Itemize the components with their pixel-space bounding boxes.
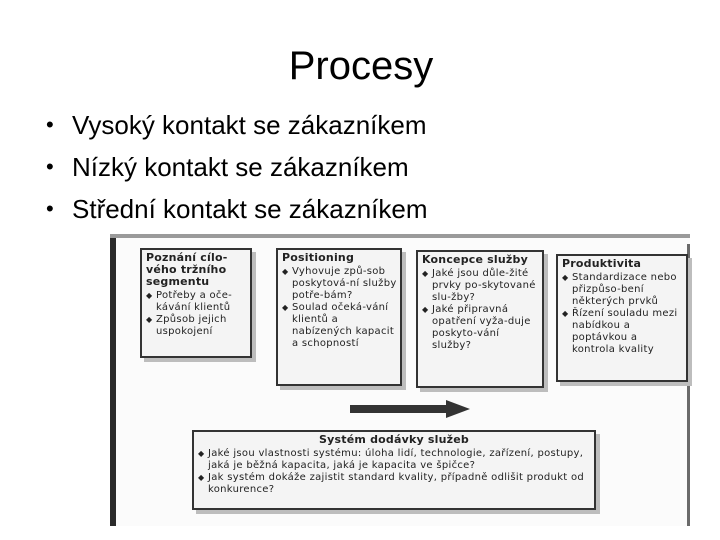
box-heading: Produktivita [562,257,642,270]
scanned-figure [110,234,690,526]
box-item: ◆ Vyhovuje způ-sob poskytová-ní služby potře-bám? [282,266,397,302]
bullet-item: • Střední kontakt se zákazníkem [46,188,428,230]
box-item: ◆ Soulad očeká-vání klientů a nabízených kapacit a schopností [282,302,397,350]
box-target-segment [140,248,252,358]
box-positioning [276,248,402,386]
scan-edge [110,234,116,526]
box-item: ◆ Standardizace nebo přizpůso-bení některých prvků [562,272,683,308]
box-heading: Koncepce služby [422,253,528,266]
bullet-item: • Vysoký kontakt se zákazníkem [46,104,428,146]
scan-edge [110,234,690,238]
box-item: ◆ Jaké jsou vlastnosti systému: úloha lidí, technologie, zařízení, postupy, jaká je běžná kapacita, jaká je kapacita ve špičce? [198,448,591,472]
slide-title: Procesy [288,44,434,88]
box-service-concept [416,250,544,388]
box-item: ◆ Jak systém dokáže zajistit standard kvality, případně odlišit produkt od konkurence? [198,472,591,496]
box-item: ◆ Způsob jejich uspokojení [146,314,247,338]
bullet-icon: • [46,112,54,137]
box-item: ◆ Řízení souladu mezi nabídkou a poptávkou a kontrola kvality [562,308,683,356]
box-heading: Positioning [282,251,355,264]
bullet-icon: • [46,154,54,179]
box-productivity [556,254,688,382]
box-delivery-system [192,430,596,510]
bullet-icon: • [46,196,54,221]
box-heading: Poznání cílo-vého tržního segmentu [146,251,228,288]
box-heading: Systém dodávky služeb [319,433,469,446]
bullet-list [46,104,428,230]
box-item: ◆ Jaké jsou důle-žité prvky po-skytované slu-žby? [422,268,539,304]
bullet-item: • Nízký kontakt se zákazníkem [46,146,428,188]
box-item: ◆ Potřeby a oče-kávání klientů [146,290,247,314]
box-item: ◆ Jaké připravná opatření vyža-duje poskyto-vání služby? [422,304,539,352]
right-arrow-icon [350,400,470,418]
